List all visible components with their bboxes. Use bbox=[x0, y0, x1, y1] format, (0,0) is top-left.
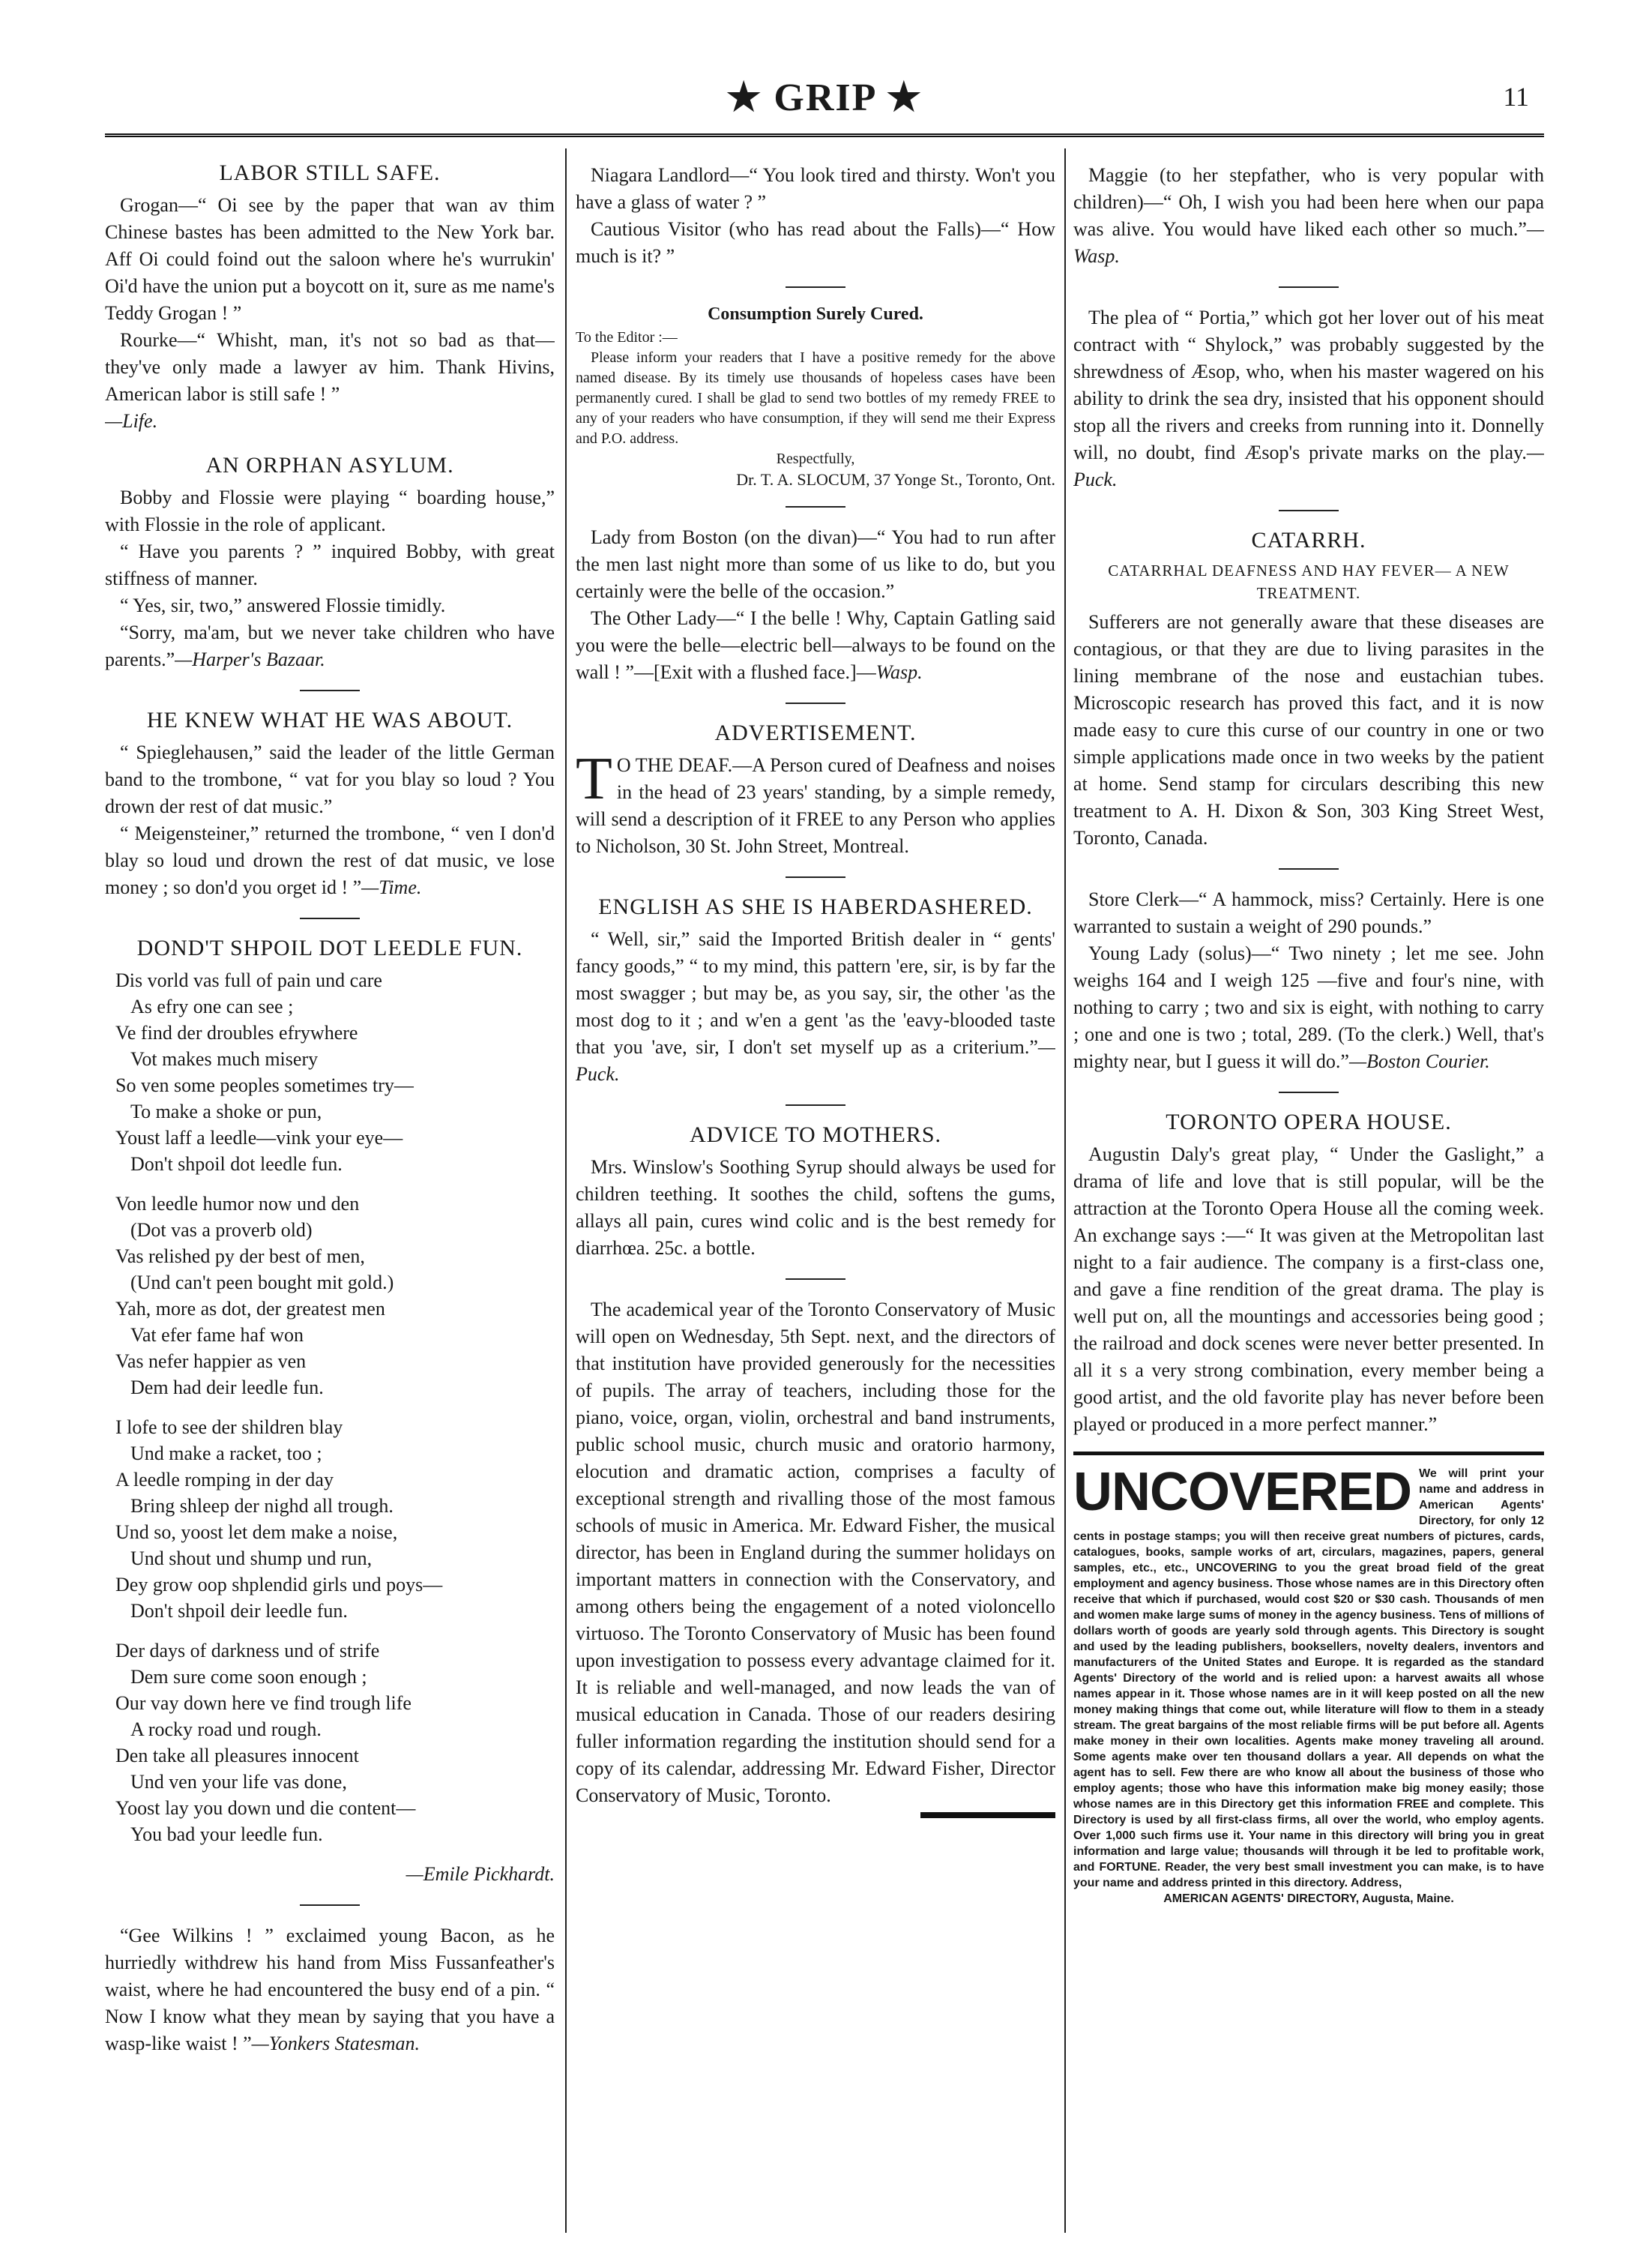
poem-line: Vas nefer happier as ven bbox=[115, 1350, 307, 1372]
poem-line: A leedle romping in der day bbox=[115, 1469, 334, 1491]
article-source: —Harper's Bazaar. bbox=[175, 649, 325, 670]
poem-line: Bring shleep der nighd all trough. bbox=[130, 1495, 394, 1517]
paragraph-text: “ Meigensteiner,” returned the trombone, “ ven I don'd blay so loud und drown the rest of dat music, ve lose money ; so don'd you orget id ! ” bbox=[105, 822, 555, 898]
column-1 bbox=[105, 148, 555, 2233]
article-title: ENGLISH AS SHE IS HABERDASHERED. bbox=[598, 894, 1033, 919]
article-source: —Wasp. bbox=[1073, 218, 1544, 267]
article-conservatory bbox=[576, 1296, 1055, 1818]
article-title: AN ORPHAN ASYLUM. bbox=[205, 453, 454, 478]
article-paragraph: “ Have you parents ? ” inquired Bobby, with great stiffness of manner. bbox=[105, 541, 555, 589]
separator bbox=[786, 876, 845, 878]
article-advertisement-deaf bbox=[576, 721, 1055, 860]
letter-signature: Dr. T. A. SLOCUM, 37 Yonge St., Toronto, Ont. bbox=[736, 470, 1055, 489]
end-rule bbox=[920, 1812, 1055, 1818]
page-header bbox=[105, 75, 1544, 142]
article-catarrh bbox=[1073, 528, 1544, 852]
poem-line: Dem had deir leedle fun. bbox=[130, 1377, 324, 1398]
article-source: —Boston Courier. bbox=[1348, 1050, 1490, 1072]
ad-body: We will print your name and address in American Agents' Directory, for only 12 cents in postage stamps; you will then receive great numbers of pictures, cards, catalogues, books, sample works of art, circulars, magazines, papers, general samples, etc., etc., UNCOVERING to you the great broad field of the great employment and agency business. Those whose names are in this Directory often receive that which if purchased, would cost $20 or $30 cash. Thousands of men and women make large sums of money in the agency business. Tens of millions of dollars worth of goods are yearly sold through agents. This Directory is sought and used by the leading publishers, booksellers, novelty dealers, inventors and manufacturers of the United States and Europe. It is regarded as the standard Agents' Directory of the world and is relied upon: a harvest awaits all whose names appear in it. Those whose names are in it will keep posted on all the new money making things that come out, while literature will flow to them in a steady stream. The great bargains of the most reliable firms will be put before all. Agents make money in their own localities. Agents make money traveling all around. Some agents make over ten thousand dollars a year. All depends on what the agent has to sell. Few there are who know all about the business of those who employ agents; those who have this information make big money easily; those whose names are in this Directory get this information FREE and complete. This Directory is used by all first-class firms, all over the world, who employ agents. Over 1,000 such firms use it. Your name in this directory will bring you in great information and large value; thousands will through it be led to profitable work, and FORTUNE. Reader, the very best small investment you can make, is to have your name and address printed in this directory. Address, bbox=[1073, 1467, 1544, 1889]
article-paragraph: Augustin Daly's great play, “ Under the Gaslight,” a drama of life and love that is still popular, will be the attraction at the Toronto Opera House all the coming week. An exchange says :—“ It was given at the Metropolitan last night to a fair audience. The company is a first-class one, and gave a fine rendition of the great drama. The play is well put on, all the mountings and accessories being good ; the railroad and dock scenes were never better presented. In all it s a very strong combination, every member being a good artist, and the old favorite play has never before been played or produced in a more perfect manner.” bbox=[1073, 1143, 1544, 1435]
paragraph-text: Young Lady (solus)—“ Two ninety ; let me see. John weighs 164 and I weigh 125 —five and four's nine, with nothing to carry ; two and six is eight, with nothing to carry ; one and one is two ; total, 289. (To the clerk.) Well, that's mighty near, but I guess it will do.” bbox=[1073, 942, 1544, 1072]
letter-salutation: To the Editor :— bbox=[576, 329, 678, 346]
masthead: ★ GRIP ★ bbox=[726, 76, 923, 119]
separator bbox=[300, 918, 360, 919]
article-gee-wilkins bbox=[105, 1922, 555, 2057]
poem-line: (Und can't peen bought mit gold.) bbox=[130, 1272, 394, 1293]
article-paragraph: Cautious Visitor (who has read about the Falls)—“ How much is it? ” bbox=[576, 218, 1055, 267]
poem-title: DOND'T SHPOIL DOT LEEDLE FUN. bbox=[136, 936, 523, 960]
article-source: —Puck. bbox=[1073, 442, 1544, 490]
article-paragraph: Rourke—“ Whisht, man, it's not so bad as that—they've only made a lawyer av him. Thank Hivins, American labor is still safe ! ” bbox=[105, 329, 555, 405]
poem-stanza bbox=[105, 1191, 555, 1401]
poem-line: Yoost lay you down und die content— bbox=[115, 1797, 416, 1819]
paragraph-text: The plea of “ Portia,” which got her lover out of his meat contract with “ Shylock,” was probably suggested by the shrewdness of Æsop, who, when his master wagered on his ability to drink the sea dry, insisted that his opponent should stop all the rivers and creeks from running into it. Donnelly will, no doubt, find Æsop's private marks on the play. bbox=[1073, 307, 1544, 463]
article-source: —Time. bbox=[361, 876, 422, 898]
poem-line: Vas relished py der best of men, bbox=[115, 1245, 365, 1267]
article-title: ADVERTISEMENT. bbox=[714, 721, 917, 745]
article-source: —Puck. bbox=[576, 1036, 1055, 1085]
article-paragraph: Please inform your readers that I have a positive remedy for the above named disease. By its timely use thousands of hopeless cases have been permanently cured. I shall be glad to send two bottles of my remedy FREE to any of your readers who have consumption, if they will send me their Express and P.O. address. bbox=[576, 349, 1055, 447]
article-portia bbox=[1073, 304, 1544, 493]
letter-closing: Respectfully, bbox=[776, 451, 855, 467]
article-paragraph bbox=[1073, 304, 1544, 493]
article-paragraph: Sufferers are not generally aware that these diseases are contagious, or that they are due to living parasites in the lining membrane of the nose and eustachian tubes. Microscopic research has proved this fact, and it is now made easy to cure this curse of our country in one or two simple applications made once in two weeks by the patient at home. Send stamp for circulars describing this new treatment to A. H. Dixon & Son, 303 King Street West, Toronto, Canada. bbox=[1073, 611, 1544, 849]
poem-line: Youst laff a leedle—vink your eye— bbox=[115, 1127, 403, 1149]
advertisement-uncovered bbox=[1073, 1452, 1544, 1906]
article-paragraph: Niagara Landlord—“ You look tired and thirsty. Won't you have a glass of water ? ” bbox=[576, 164, 1055, 213]
poem-author: —Emile Pickhardt. bbox=[406, 1863, 555, 1885]
poem-line: Dis vorld vas full of pain und care bbox=[115, 969, 382, 991]
separator bbox=[1279, 286, 1339, 288]
poem-line: Vot makes much misery bbox=[130, 1048, 319, 1070]
ad-headline: UNCOVERED bbox=[1073, 1462, 1412, 1522]
article-paragraph: The academical year of the Toronto Conservatory of Music will open on Wednesday, 5th Sept. next, and the directors of that institution have provided generously for the necessities of pupils. The array of teachers, including those for the piano, voice, organ, violin, orchestral and band instruments, public school music, church music and oratorio harmony, elocution and dramatic action, comprises a faculty of exceptional strength and rivalling those of the most famous schools of music in America. Mr. Edward Fisher, the musical director, has been in England during the summer holidays on important matters in connection with the Conservatory, and among others being the engagement of a noted violoncello virtuoso. The Toronto Conservatory of Music has been found upon investigation to possess every advantage claimed for it. It is reliable and well-managed, and now leads the van of musical education in Canada. Those of our readers desiring fuller information regarding the institution should send for a copy of its calendar, addressing Mr. Edward Fisher, Director Conservatory of Music, Toronto. bbox=[576, 1299, 1055, 1806]
article-title: HE KNEW WHAT HE WAS ABOUT. bbox=[146, 708, 513, 733]
article-title: Consumption Surely Cured. bbox=[708, 304, 923, 324]
paragraph-text: “Sorry, ma'am, but we never take children who have parents.” bbox=[105, 622, 555, 670]
column-3 bbox=[1073, 148, 1544, 2233]
poem-line: Vat efer fame haf won bbox=[130, 1324, 304, 1346]
article-paragraph: Store Clerk—“ A hammock, miss? Certainly. Here is one warranted to sustain a weight of 290 pounds.” bbox=[1073, 888, 1544, 937]
article-labor-still-safe bbox=[105, 160, 555, 435]
paragraph-text: “Gee Wilkins ! ” exclaimed young Bacon, as he hurriedly withdrew his hand from Miss Fussanfeather's waist, where he had encountered the busy end of a pin. “ Now I know what they mean by saying that you have a wasp-like waist ! ” bbox=[105, 1925, 555, 2054]
article-paragraph bbox=[1073, 940, 1544, 1075]
article-store-clerk bbox=[1073, 886, 1544, 1075]
poem-line: Den take all pleasures innocent bbox=[115, 1745, 359, 1766]
article-lady-from-boston bbox=[576, 524, 1055, 686]
page-number: 11 bbox=[1503, 82, 1529, 112]
article-consumption bbox=[576, 304, 1055, 490]
article-paragraph bbox=[105, 619, 555, 673]
article-paragraph bbox=[105, 820, 555, 901]
poem-line: Und so, yoost let dem make a noise, bbox=[115, 1521, 398, 1543]
separator bbox=[300, 1904, 360, 1906]
article-title: TORONTO OPERA HOUSE. bbox=[1166, 1110, 1452, 1134]
separator bbox=[786, 506, 845, 508]
article-niagara bbox=[576, 162, 1055, 270]
poem-line: As efry one can see ; bbox=[130, 996, 294, 1017]
paragraph-text: The Other Lady—“ I the belle ! Why, Captain Gatling said you were the belle—electric bell—always to be found on the wall ! ”—[Exit with a flushed face.]— bbox=[576, 607, 1055, 683]
article-paragraph bbox=[576, 926, 1055, 1088]
poem-line: You bad your leedle fun. bbox=[130, 1823, 323, 1845]
poem-line: Und ven your life vas done, bbox=[130, 1771, 347, 1793]
poem-stanza bbox=[105, 967, 555, 1177]
header-rule bbox=[105, 133, 1544, 137]
poem-line: Dey grow oop shplendid girls und poys— bbox=[115, 1574, 443, 1595]
poem-line: Our vay down here ve find trough life bbox=[115, 1692, 411, 1714]
article-maggie bbox=[1073, 162, 1544, 270]
article-paragraph: Grogan—“ Oi see by the paper that wan av thim Chinese bastes has been admitted to the New York bar. Aff Oi could foind out the saloon where he's wurrukin' Oi'd have the union put a boycott on it, sure as me name's Teddy Grogan ! ” bbox=[105, 194, 555, 324]
paragraph-text: O THE DEAF.—A Person cured of Deafness and noises in the head of 23 years' standing, by a simple remedy, will send a description of it FREE to any Person who applies to Nicholson, 30 St. John Street, Montreal. bbox=[576, 754, 1055, 857]
poem-line: I lofe to see der shildren blay bbox=[115, 1416, 343, 1438]
article-toronto-opera-house bbox=[1073, 1110, 1544, 1438]
article-paragraph: “ Spieglehausen,” said the leader of the little German band to the trombone, “ vat for you blay so loud ? You drown der rest of dat music.” bbox=[105, 742, 555, 817]
article-source: —Yonkers Statesman. bbox=[251, 2033, 420, 2054]
poem-line: Yah, more as dot, der greatest men bbox=[115, 1298, 385, 1320]
poem-line: Ve find der droubles efrywhere bbox=[115, 1022, 358, 1044]
paragraph-text: Maggie (to her stepfather, who is very popular with children)—“ Oh, I wish you had been here when our papa was alive. You would have liked each other so much.” bbox=[1073, 164, 1544, 240]
article-english-haberdashered bbox=[576, 894, 1055, 1088]
article-paragraph: Lady from Boston (on the divan)—“ You had to run after the men last night more than some of us like to do, but you certainly were the belle of the occasion.” bbox=[576, 526, 1055, 602]
paragraph-text: “ Well, sir,” said the Imported British dealer in “ gents' fancy goods,” “ to my mind, this pattern 'ere, sir, is by far the most swagger ; but may be, as you say, sir, the other 'as the most dog to it ; and w'en a gent 'as the 'eavy-blooded taste that you 'ave, sir, I don't set myself up as a criterium.” bbox=[576, 928, 1055, 1058]
separator bbox=[786, 1104, 845, 1106]
separator bbox=[786, 1278, 845, 1280]
separator bbox=[300, 690, 360, 691]
poem-line: Don't shpoil deir leedle fun. bbox=[130, 1600, 348, 1622]
poem-line: (Dot vas a proverb old) bbox=[130, 1219, 313, 1241]
poem-line: Dem sure come soon enough ; bbox=[130, 1666, 367, 1688]
poem-line: Und shout und shump und run, bbox=[130, 1547, 373, 1569]
article-source: —Life. bbox=[105, 410, 158, 432]
article-title: LABOR STILL SAFE. bbox=[219, 160, 441, 185]
poem-line: Der days of darkness und of strife bbox=[115, 1640, 380, 1661]
article-he-knew bbox=[105, 708, 555, 901]
separator bbox=[1279, 1092, 1339, 1093]
poem-line: Don't shpoil dot leedle fun. bbox=[130, 1153, 343, 1175]
separator bbox=[1279, 510, 1339, 511]
article-paragraph bbox=[1073, 162, 1544, 270]
article-orphan-asylum bbox=[105, 453, 555, 673]
separator bbox=[786, 286, 845, 288]
poem-line: So ven some peoples sometimes try— bbox=[115, 1074, 414, 1096]
poem-stanza bbox=[105, 1414, 555, 1624]
poem-line: Von leedle humor now und den bbox=[115, 1193, 360, 1215]
article-advice-to-mothers bbox=[576, 1122, 1055, 1262]
article-paragraph bbox=[105, 1922, 555, 2057]
column-divider bbox=[565, 148, 567, 2233]
article-title: ADVICE TO MOTHERS. bbox=[689, 1122, 942, 1147]
poem-line: To make a shoke or pun, bbox=[130, 1101, 322, 1122]
poem-line: Und make a racket, too ; bbox=[130, 1443, 322, 1464]
ad-footer: AMERICAN AGENTS' DIRECTORY, Augusta, Maine. bbox=[1163, 1892, 1454, 1905]
column-divider bbox=[1064, 148, 1066, 2233]
drop-cap: T bbox=[576, 746, 612, 812]
poem-line: A rocky road und rough. bbox=[130, 1718, 322, 1740]
separator bbox=[786, 703, 845, 704]
article-paragraph bbox=[576, 605, 1055, 686]
separator bbox=[1279, 868, 1339, 870]
article-paragraph: Mrs. Winslow's Soothing Syrup should always be used for children teething. It soothes the child, softens the gums, allays all pain, cures wind colic and is the best remedy for diarrhœa. 25c. a bottle. bbox=[576, 1156, 1055, 1259]
poem-stanza bbox=[105, 1637, 555, 1847]
article-paragraph bbox=[576, 746, 1055, 860]
poem-dondt-shpoil bbox=[105, 936, 555, 1888]
article-subtitle: CATARRHAL DEAFNESS AND HAY FEVER— A NEW TREATMENT. bbox=[1108, 562, 1510, 602]
column-2 bbox=[576, 148, 1055, 2233]
article-title: CATARRH. bbox=[1251, 528, 1366, 553]
article-paragraph: Bobby and Flossie were playing “ boarding house,” with Flossie in the role of applicant. bbox=[105, 487, 555, 535]
article-source: Wasp. bbox=[875, 661, 923, 683]
article-paragraph: “ Yes, sir, two,” answered Flossie timidly. bbox=[120, 595, 446, 616]
